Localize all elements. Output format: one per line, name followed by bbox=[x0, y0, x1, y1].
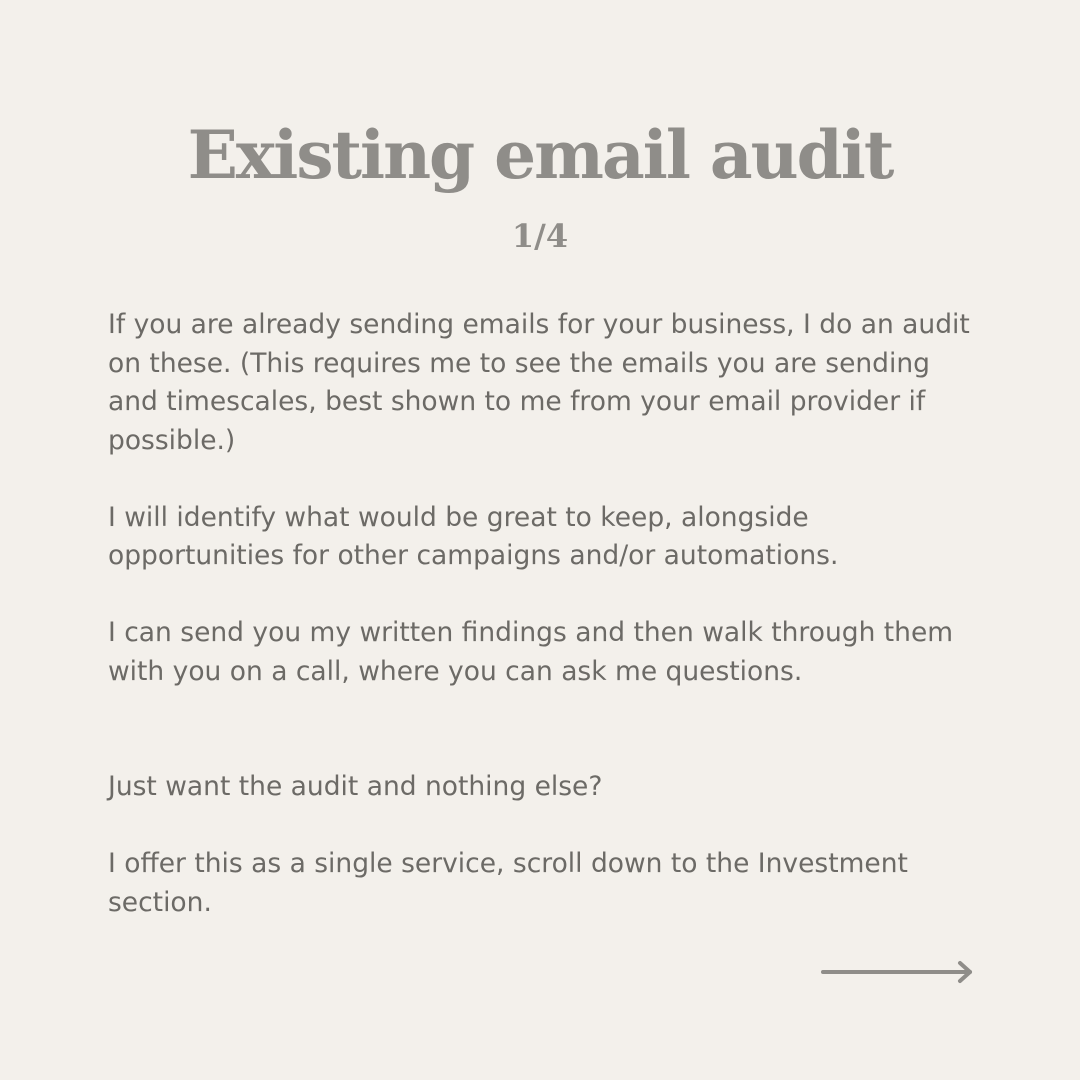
slide-body bbox=[108, 306, 988, 922]
page-indicator: 1/4 bbox=[511, 217, 569, 255]
paragraph-findings: I can send you my written findings and then walk through them with you on a call, where you can ask me questions. bbox=[108, 617, 954, 687]
arrow-right-icon[interactable] bbox=[820, 958, 976, 986]
paragraph-audit-intro: If you are already sending emails for your business, I do an audit on these. (This requires me to see the emails you are sending and timescales, best shown to me from your email provider if possible.) bbox=[108, 309, 970, 456]
slide-title: Existing email audit bbox=[187, 116, 893, 194]
paragraph-question: Just want the audit and nothing else? bbox=[108, 771, 603, 802]
paragraph-identify: I will identify what would be great to keep, alongside opportunities for other campaigns and/or automations. bbox=[108, 501, 839, 571]
paragraph-single-service: I offer this as a single service, scroll down to the Investment section. bbox=[108, 848, 908, 918]
